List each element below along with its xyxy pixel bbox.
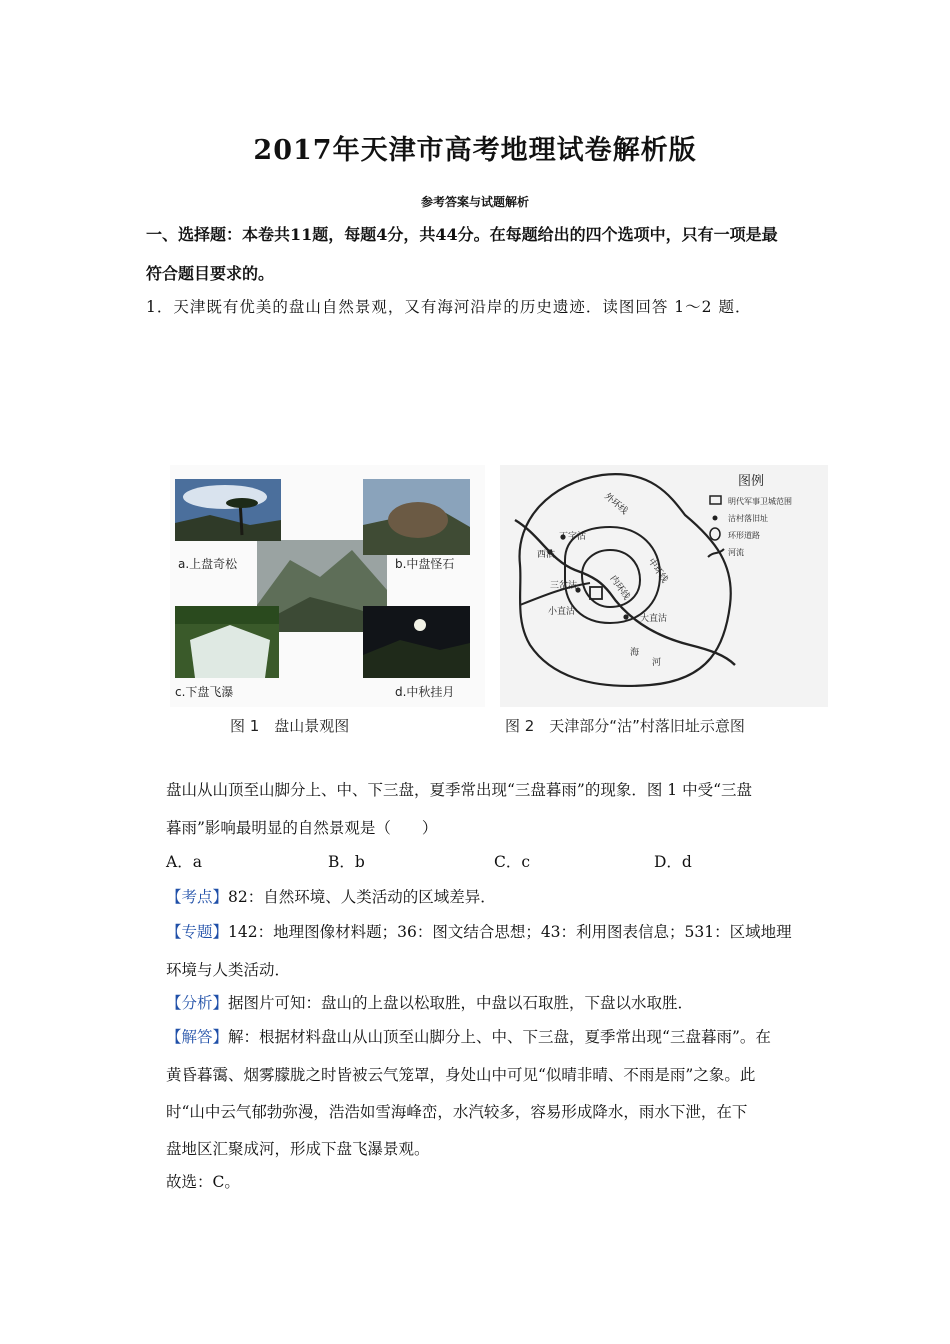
zhuanti-line1 bbox=[166, 920, 826, 942]
jieda-line3: 时“山中云气郁勃弥漫，浩浩如雪海峰峦，水汽较多，容易形成降水，雨水下泄，在下 bbox=[166, 1103, 748, 1121]
figure2-map bbox=[500, 465, 828, 707]
legend-dot-icon bbox=[713, 516, 718, 521]
legend-item-3: 环形道路 bbox=[728, 531, 760, 540]
fig1-label-c: c.下盘飞瀑 bbox=[175, 685, 234, 699]
photo-a-pine bbox=[175, 479, 281, 541]
document-title: 2017年天津市高考地理试卷解析版 bbox=[253, 135, 697, 166]
question-stem-line2: 暮雨”影响最明显的自然景观是（ ） bbox=[166, 819, 438, 837]
photo-c-waterfall bbox=[175, 606, 279, 678]
jieda-text-1: 解：根据材料盘山从山顶至山脚分上、中、下三盘，夏季常出现“三盘暮雨”。在 bbox=[228, 1028, 771, 1046]
kaodian-line bbox=[166, 885, 826, 907]
fig1-label-d: d.中秋挂月 bbox=[395, 685, 455, 699]
map-label-outer-ring: 外环线 bbox=[602, 491, 630, 517]
fig1-label-a: a.上盘奇松 bbox=[178, 557, 238, 571]
village-dot bbox=[623, 614, 628, 619]
figure1-caption: 图 1 盘山景观图 bbox=[230, 717, 350, 735]
legend-item-4: 河流 bbox=[728, 548, 744, 557]
legend-item-2: 沽村落旧址 bbox=[728, 514, 768, 523]
zhuanti-text: 142：地理图像材料题；36：图文结合思想；43：利用图表信息；531：区域地理 bbox=[228, 923, 792, 941]
map-label-dingzigu: 丁字沽 bbox=[559, 532, 587, 542]
zhuanti-line2: 环境与人类活动． bbox=[166, 961, 291, 979]
map-label-middle-ring: 中环线 bbox=[645, 556, 670, 585]
option-d: D．d bbox=[654, 853, 692, 871]
jieda-tag: 【解答】 bbox=[166, 1028, 229, 1046]
option-b: B．b bbox=[328, 853, 365, 871]
section-heading-line2: 符合题目要求的。 bbox=[146, 264, 275, 283]
photo-d-moon bbox=[363, 606, 470, 678]
map-label-sanchakou: 三岔沽 bbox=[550, 581, 578, 591]
zhuanti-tag: 【专题】 bbox=[166, 923, 229, 941]
figure-panel bbox=[170, 465, 830, 745]
question-stem-line1: 盘山从山顶至山脚分上、中、下三盘，夏季常出现“三盘暮雨”的现象．图 1 中受“三盘 bbox=[166, 781, 752, 799]
legend-title: 图例 bbox=[738, 474, 765, 489]
jieda-line2: 黄昏暮霭、烟雾朦胧之时皆被云气笼罩，身处山中可见“似晴非晴、不雨是雨”之象。此 bbox=[166, 1066, 756, 1084]
final-answer: 故选：C。 bbox=[166, 1173, 240, 1191]
figure2-caption: 图 2 天津部分“沽”村落旧址示意图 bbox=[505, 717, 745, 735]
map-label-xigu: 西沽 bbox=[537, 550, 556, 560]
legend-item-1: 明代军事卫城范围 bbox=[728, 497, 792, 506]
figure1-collage bbox=[170, 465, 485, 707]
jieda-line1 bbox=[166, 1025, 826, 1047]
question-1-intro: 1．天津既有优美的盘山自然景观，又有海河沿岸的历史遗迹．读图回答 1～2 题． bbox=[146, 298, 752, 316]
fenxi-text: 据图片可知：盘山的上盘以松取胜，中盘以石取胜，下盘以水取胜． bbox=[228, 994, 694, 1012]
map-label-xiaozhigu: 小直沽 bbox=[548, 607, 576, 617]
map-label-dazhigu: 大直沽 bbox=[640, 614, 668, 624]
fig1-label-b: b.中盘怪石 bbox=[395, 557, 455, 571]
kaodian-tag: 【考点】 bbox=[166, 888, 229, 906]
map-label-hai: 海 bbox=[630, 648, 640, 658]
fenxi-line bbox=[166, 991, 826, 1013]
map-label-he: 河 bbox=[652, 658, 662, 668]
fenxi-tag: 【分析】 bbox=[166, 994, 229, 1012]
section-heading-line1: 一、选择题：本卷共11题，每题4分，共44分。在每题给出的四个选项中，只有一项是最 bbox=[146, 225, 778, 244]
answer-subtitle: 参考答案与试题解析 bbox=[420, 195, 529, 209]
option-c: C．c bbox=[494, 853, 531, 871]
photo-b-rock bbox=[363, 479, 470, 555]
jieda-line4: 盘地区汇聚成河，形成下盘飞瀑景观。 bbox=[166, 1140, 430, 1158]
map-label-inner-ring: 内环线 bbox=[607, 573, 632, 602]
option-a: A．a bbox=[166, 853, 202, 871]
kaodian-text: 82：自然环境、人类活动的区域差异． bbox=[228, 888, 496, 906]
